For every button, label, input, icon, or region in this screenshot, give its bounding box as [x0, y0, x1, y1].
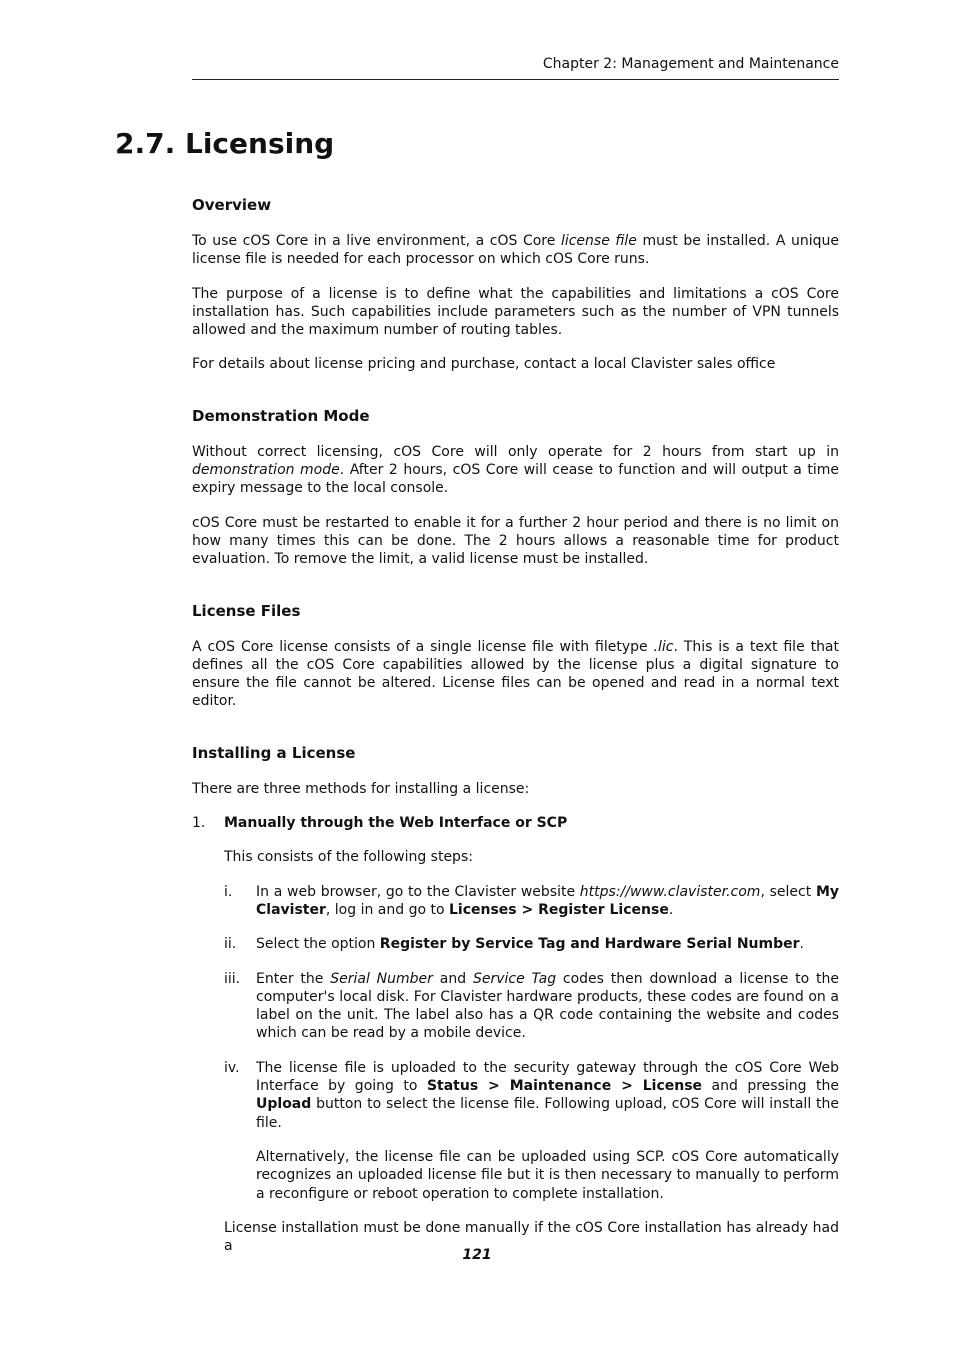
step-i: i. In a web browser, go to the Clavister website https://www.clavister.com, select My Clavister, log in and go to Licenses > Register License. — [224, 883, 839, 918]
heading-license-files: License Files — [192, 601, 301, 620]
website-url: https://www.clavister.com — [579, 883, 761, 900]
section-demonstration-mode — [192, 407, 839, 569]
step-number: iii. — [224, 970, 241, 987]
section-overview — [192, 196, 839, 374]
step-ii: ii. Select the option Register by Service Tag and Hardware Serial Number. — [224, 936, 804, 953]
step-iii: iii. Enter the Serial Number and Service Tag codes then download a license to the computer's local disk. For Clavister hardware products, these codes are found on a label on the unit. The label also has a QR code containing the website and codes which can be read by a mobile device. — [224, 970, 840, 1042]
demo-paragraph-1: Without correct licensing, cOS Core will only operate for 2 hours from start up in demonstration mode. After 2 hours, cOS Core will cease to function and will output a time expiry message to the local console. — [192, 443, 839, 497]
heading-overview: Overview — [192, 196, 272, 214]
step-iv: iv. The license file is uploaded to the security gateway through the cOS Core Web Interface by going to Status > Maintenance > License and pressing the Upload button to select the license file. Following upload, cOS Core will install the file. Alternatively, the license file can be uploaded using SCP. cOS Core automatically recognizes an uploaded license file but it is then necessary to manually to perform a reconfigure or reboot operation to complete installation. — [224, 1059, 839, 1202]
overview-paragraph-3: For details about license pricing and purchase, contact a local Clavister sales office — [192, 356, 776, 373]
step-iv-paragraph-2: Alternatively, the license file can be uploaded using SCP. cOS Core automatically recognizes an uploaded license file but it is then necessary to manually to perform a reconfigure or reboot operation to complete installation. — [256, 1148, 839, 1202]
page-title: 2.7. Licensing — [115, 127, 335, 160]
section-installing-a-license — [192, 744, 839, 1256]
emphasis-demonstration-mode: demonstration mode — [192, 462, 340, 479]
step-number: i. — [224, 883, 233, 900]
emphasis-filetype: .lic — [653, 638, 674, 655]
list-number: 1. — [192, 815, 206, 832]
installing-intro: There are three methods for installing a license: — [192, 780, 530, 797]
section-license-files — [192, 602, 839, 711]
heading-installing-a-license: Installing a License — [192, 743, 356, 762]
list-item-method-1 — [192, 814, 839, 1255]
demo-paragraph-2: cOS Core must be restarted to enable it for a further 2 hour period and there is no limit on how many times this can be done. The 2 hours allows a reasonable time for product evaluation. To remove the limit, a valid license must be installed. — [192, 514, 839, 568]
main-content — [192, 196, 839, 1271]
files-paragraph-1: A cOS Core license consists of a single license file with filetype .lic. This is a text file that defines all the cOS Core capabilities allowed by the license plus a digital signature to ensure the file cannot be altered. License files can be opened and read in a normal text editor. — [192, 638, 840, 710]
installation-note: License installation must be done manually if the cOS Core installation has already had a — [224, 1219, 839, 1255]
step-number: iv. — [224, 1059, 240, 1076]
page-number: 121 — [462, 1247, 492, 1263]
overview-paragraph-1: To use cOS Core in a live environment, a cOS Core license file must be installed. A unique license file is needed for each processor on which cOS Core runs. — [192, 233, 839, 268]
method-title: Manually through the Web Interface or SCP — [224, 815, 568, 832]
steps-intro: This consists of the following steps: — [224, 849, 473, 866]
overview-paragraph-2: The purpose of a license is to define what the capabilities and limitations a cOS Core installation has. Such capabilities include parameters such as the number of VPN tunnels allowed and the maximum number of routing tables. — [192, 285, 839, 339]
running-header: Chapter 2: Management and Maintenance — [192, 56, 839, 80]
step-number: ii. — [224, 936, 237, 953]
heading-demonstration-mode: Demonstration Mode — [192, 406, 370, 425]
emphasis-license-file: license file — [560, 233, 637, 249]
